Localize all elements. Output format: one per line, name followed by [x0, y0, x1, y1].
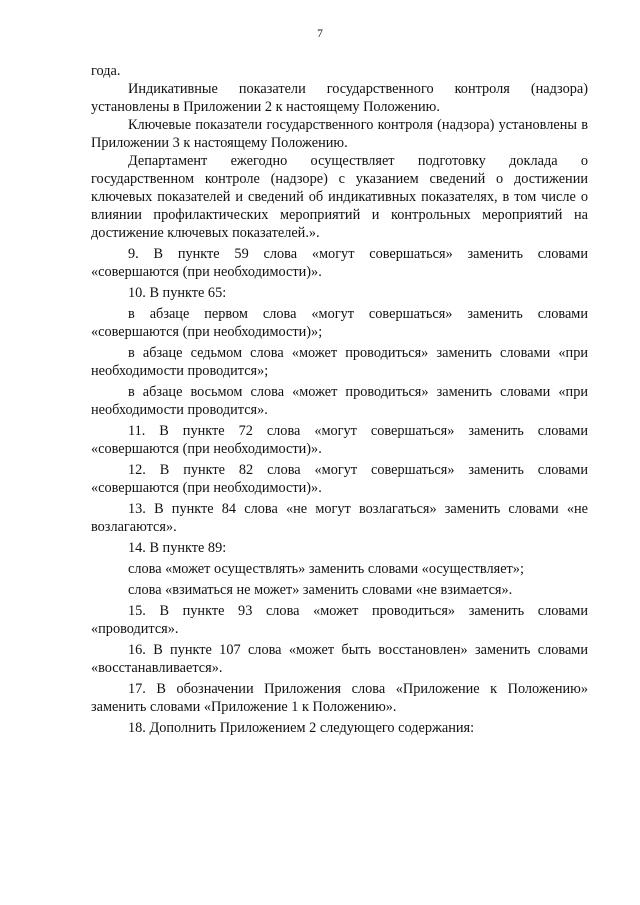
paragraph: 14. В пункте 89: [128, 540, 227, 556]
paragraph: года. [91, 63, 121, 79]
paragraph: 16. В пункте 107 слова «может быть восстановлен» заменить словами «восстанавливается». [91, 642, 588, 676]
paragraph: в абзаце восьмом слова «может проводиться» заменить словами «при необходимости проводится». [91, 384, 588, 418]
paragraph: Индикативные показатели государственного контроля (надзора) установлены в Приложении 2 к настоящему Положению. [91, 81, 588, 115]
paragraph: Департамент ежегодно осуществляет подготовку доклада о государственном контроле (надзоре) с указанием сведений о достижении ключевых показателей и сведений об индикативных показателях, в том числе о влиянии профилактических мероприятий и контрольных мероприятий на достижение ключевых показателей.». [91, 153, 588, 241]
paragraph: 9. В пункте 59 слова «могут совершаться» заменить словами «совершаются (при необходимости)». [91, 246, 588, 280]
paragraph: слова «взиматься не может» заменить словами «не взимается». [128, 582, 513, 598]
page-number: 7 [317, 28, 323, 40]
paragraph: 17. В обозначении Приложения слова «Приложение к Положению» заменить словами «Приложение 1 к Положению». [91, 681, 588, 715]
paragraph: 12. В пункте 82 слова «могут совершаться» заменить словами «совершаются (при необходимости)». [91, 462, 588, 496]
paragraph: слова «может осуществлять» заменить словами «осуществляет»; [128, 561, 524, 577]
document-body [91, 62, 588, 737]
paragraph: 11. В пункте 72 слова «могут совершаться» заменить словами «совершаются (при необходимости)». [91, 423, 588, 457]
paragraph: в абзаце первом слова «могут совершаться» заменить словами «совершаются (при необходимости)»; [91, 306, 588, 340]
paragraph: 15. В пункте 93 слова «может проводиться» заменить словами «проводится». [91, 603, 588, 637]
paragraph: 10. В пункте 65: [128, 285, 227, 301]
paragraph: в абзаце седьмом слова «может проводиться» заменить словами «при необходимости проводится»; [91, 345, 588, 379]
paragraph: 18. Дополнить Приложением 2 следующего содержания: [128, 720, 475, 736]
paragraph: Ключевые показатели государственного контроля (надзора) установлены в Приложении 3 к настоящему Положению. [91, 117, 588, 151]
paragraph: 13. В пункте 84 слова «не могут возлагаться» заменить словами «не возлагаются». [91, 501, 588, 535]
